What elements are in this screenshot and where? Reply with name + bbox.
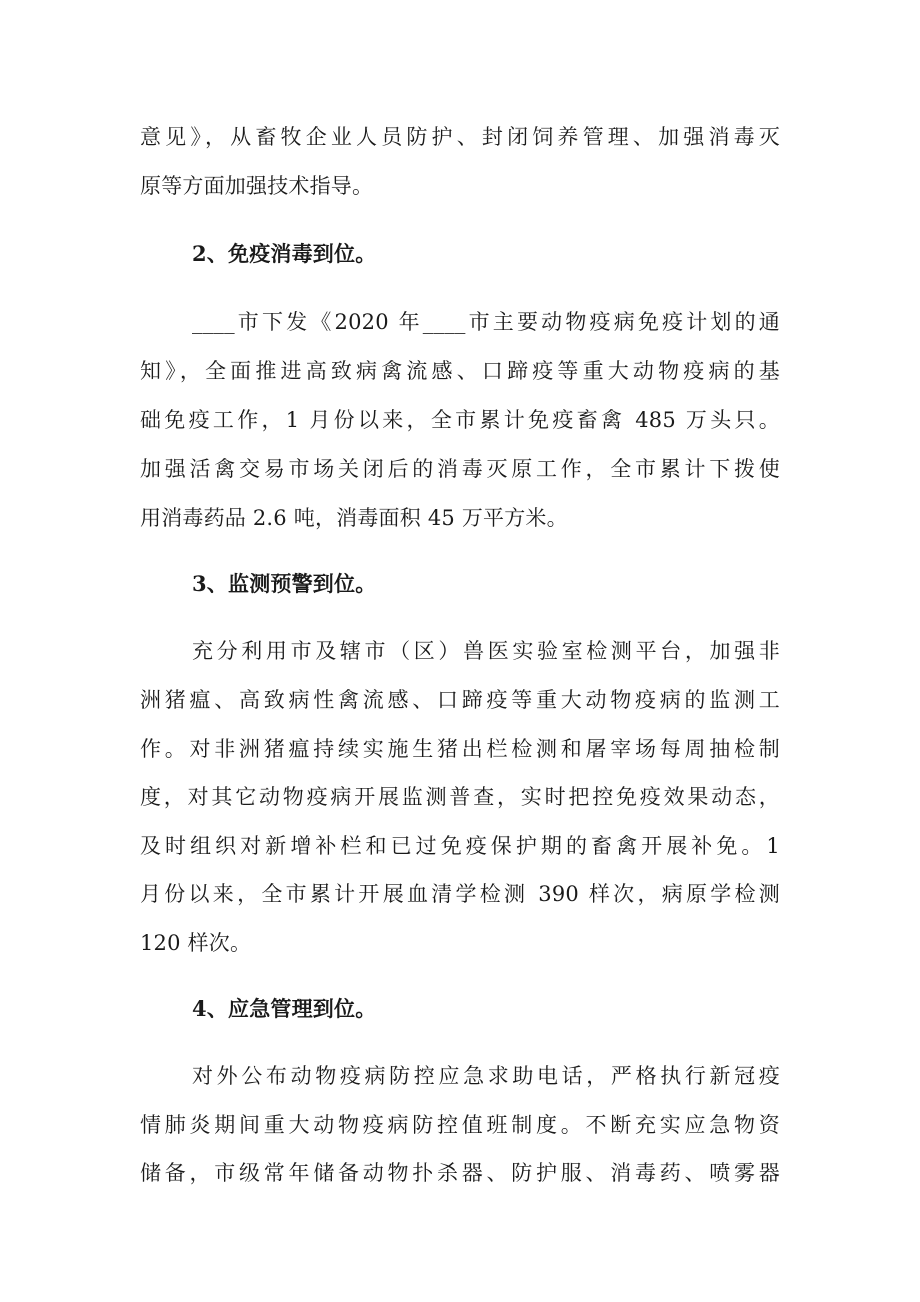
paragraph-line: 意见》，从畜牧企业人员防护、封闭饲养管理、加强消毒灭	[140, 125, 780, 149]
section-heading: 4、应急管理到位。	[192, 996, 377, 1021]
paragraph-line: 加强活禽交易市场关闭后的消毒灭原工作，全市累计下拨使	[140, 457, 780, 481]
paragraph-line: 用消毒药品 2.6 吨，消毒面积 45 万平方米。	[140, 506, 568, 530]
paragraph-line: 情肺炎期间重大动物疫病防控值班制度。不断充实应急物资	[140, 1113, 780, 1137]
paragraph-line: 对外公布动物疫病防控应急求助电话，严格执行新冠疫	[192, 1064, 780, 1088]
paragraph-line: 度，对其它动物疫病开展监测普查，实时把控免疫效果动态，	[140, 785, 780, 809]
paragraph-line: ____市下发《2020 年____市主要动物疫病免疫计划的通	[192, 310, 780, 334]
paragraph-line: 月份以来，全市累计开展血清学检测 390 样次，病原学检测	[140, 882, 780, 906]
paragraph-line: 知》，全面推进高致病禽流感、口蹄疫等重大动物疫病的基	[140, 359, 780, 383]
section-heading: 2、免疫消毒到位。	[192, 241, 377, 266]
paragraph-line: 充分利用市及辖市（区）兽医实验室检测平台，加强非	[192, 639, 780, 663]
paragraph-line: 原等方面加强技术指导。	[140, 174, 374, 198]
paragraph-line: 洲猪瘟、高致病性禽流感、口蹄疫等重大动物疫病的监测工	[140, 688, 780, 712]
paragraph-line: 120 样次。	[140, 931, 252, 955]
paragraph-line: 作。对非洲猪瘟持续实施生猪出栏检测和屠宰场每周抽检制	[140, 737, 780, 761]
paragraph-line: 础免疫工作，1 月份以来，全市累计免疫畜禽 485 万头只。	[140, 408, 780, 432]
paragraph-line: 储备，市级常年储备动物扑杀器、防护服、消毒药、喷雾器	[140, 1161, 780, 1185]
section-heading: 3、监测预警到位。	[192, 571, 377, 596]
paragraph-line: 及时组织对新增补栏和已过免疫保护期的畜禽开展补免。1	[140, 834, 780, 858]
